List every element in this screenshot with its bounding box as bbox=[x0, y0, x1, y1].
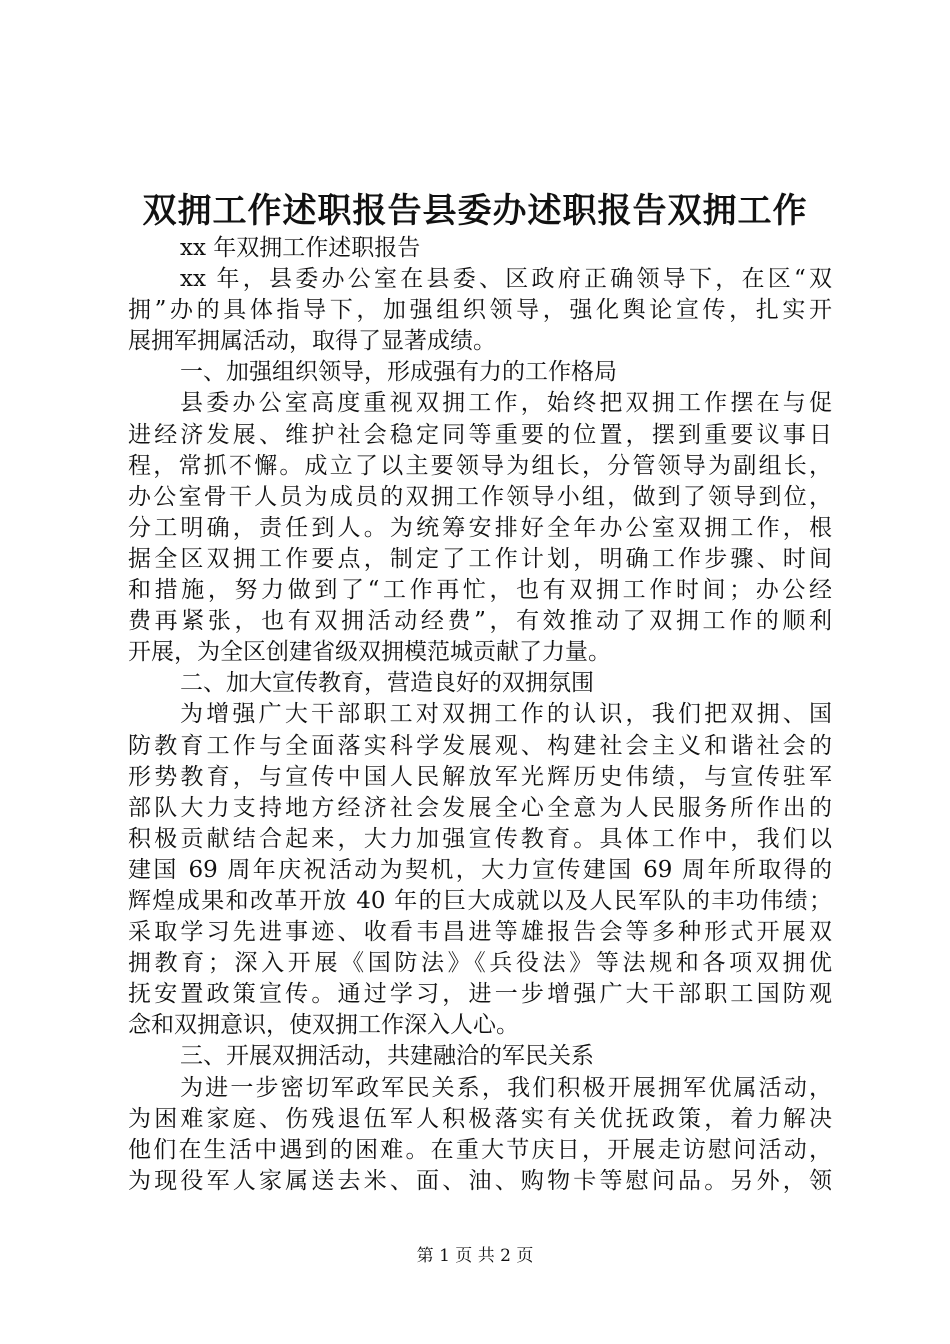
body-line: 进经济发展、维护社会稳定同等重要的位置，摆到重要议事日 bbox=[128, 421, 832, 448]
document-title: 双拥工作述职报告县委办述职报告双拥工作 bbox=[142, 191, 808, 231]
body-line: 抚安置政策宣传。通过学习，进一步增强广大干部职工国防观 bbox=[128, 981, 832, 1008]
body-line: 念和双拥意识，使双拥工作深入人心。 bbox=[128, 1012, 519, 1039]
body-line: 开展，为全区创建省级双拥模范城贡献了力量。 bbox=[128, 639, 611, 666]
body-line: 为进一步密切军政军民关系，我们积极开展拥军优属活动， bbox=[180, 1074, 832, 1101]
body-line: 和措施，努力做到了“工作再忙，也有双拥工作时间；办公经 bbox=[128, 577, 832, 604]
body-line: 分工明确，责任到人。为统筹安排好全年办公室双拥工作，根 bbox=[128, 514, 832, 541]
body-line: 为增强广大干部职工对双拥工作的认识，我们把双拥、国 bbox=[180, 701, 832, 728]
body-line: 为现役军人家属送去米、面、油、购物卡等慰问品。另外，领 bbox=[128, 1167, 832, 1194]
body-line: 拥教育；深入开展《国防法》《兵役法》等法规和各项双拥优 bbox=[128, 950, 832, 977]
body-line: 办公室骨干人员为成员的双拥工作领导小组，做到了领导到位， bbox=[128, 483, 832, 510]
body-line: 二、加大宣传教育，营造良好的双拥氛围 bbox=[180, 670, 594, 697]
body-line: 为困难家庭、伤残退伍军人积极落实有关优抚政策，着力解决 bbox=[128, 1105, 832, 1132]
body-line: 展拥军拥属活动，取得了显著成绩。 bbox=[128, 328, 496, 355]
body-line: 一、加强组织领导，形成强有力的工作格局 bbox=[180, 359, 617, 386]
body-line: 县委办公室高度重视双拥工作，始终把双拥工作摆在与促 bbox=[180, 390, 832, 417]
body-line: 积极贡献结合起来，大力加强宣传教育。具体工作中，我们以 bbox=[128, 825, 832, 852]
document-body bbox=[128, 233, 832, 1197]
body-line: 他们在生活中遇到的困难。在重大节庆日，开展走访慰问活动， bbox=[128, 1136, 832, 1163]
body-line: 据全区双拥工作要点，制定了工作计划，明确工作步骤、时间 bbox=[128, 545, 832, 572]
body-line: 采取学习先进事迹、收看韦昌进等雄报告会等多种形式开展双 bbox=[128, 919, 832, 946]
body-line: 费再紧张，也有双拥活动经费”，有效推动了双拥工作的顺利 bbox=[128, 608, 832, 635]
body-line: 辉煌成果和改革开放 40 年的巨大成就以及人民军队的丰功伟绩； bbox=[128, 887, 832, 914]
body-line: xx 年，县委办公室在县委、区政府正确领导下，在区“双 bbox=[180, 266, 832, 293]
body-line: 部队大力支持地方经济社会发展全心全意为人民服务所作出的 bbox=[128, 794, 832, 821]
page-footer: 第 1 页 共 2 页 bbox=[416, 1246, 534, 1266]
body-line: 形势教育，与宣传中国人民解放军光辉历史伟绩，与宣传驻军 bbox=[128, 763, 832, 790]
body-line: 程，常抓不懈。成立了以主要领导为组长，分管领导为副组长， bbox=[128, 452, 832, 479]
body-line: 三、开展双拥活动，共建融洽的军民关系 bbox=[180, 1043, 594, 1070]
body-line: 防教育工作与全面落实科学发展观、构建社会主义和谐社会的 bbox=[128, 732, 832, 759]
body-line: 建国 69 周年庆祝活动为契机，大力宣传建国 69 周年所取得的 bbox=[128, 856, 832, 883]
body-line: xx 年双拥工作述职报告 bbox=[180, 235, 421, 261]
body-line: 拥”办的具体指导下，加强组织领导，强化舆论宣传，扎实开 bbox=[128, 297, 832, 324]
